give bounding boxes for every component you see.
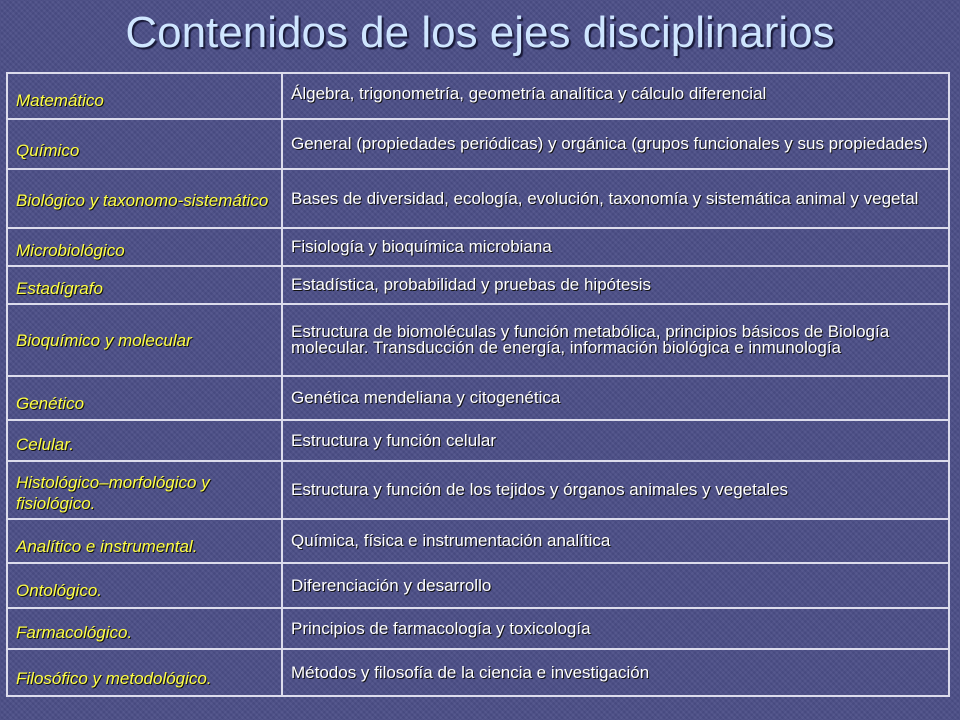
- axis-label: Microbiológico: [16, 240, 125, 260]
- axis-label: Genético: [16, 393, 85, 413]
- table-row: [7, 304, 949, 376]
- axis-label: Farmacológico.: [16, 623, 133, 642]
- axis-cell: [7, 420, 282, 461]
- axis-cell: [7, 608, 282, 649]
- axis-cell: [7, 519, 282, 563]
- table-row: [7, 169, 949, 228]
- content-cell: Álgebra, trigonometría, geometría analítica y cálculo diferencial: [282, 73, 949, 119]
- content-cell: Estructura y función celular: [282, 420, 949, 461]
- axis-cell: [7, 563, 282, 608]
- table-row: [7, 73, 949, 119]
- table-row: [7, 519, 949, 563]
- axis-label: Ontológico.: [16, 581, 102, 600]
- content-cell: Diferenciación y desarrollo: [282, 563, 949, 608]
- axis-label: Biológico y taxonomo-sistemático: [16, 191, 269, 210]
- axis-label: Bioquímico y molecular: [16, 330, 192, 350]
- axis-cell: [7, 461, 282, 519]
- axis-cell: [7, 228, 282, 266]
- axis-cell: [7, 304, 282, 376]
- content-cell: Principios de farmacología y toxicología: [282, 608, 949, 649]
- disciplinary-axes-table: [6, 72, 950, 697]
- content-cell: Métodos y filosofía de la ciencia e investigación: [282, 649, 949, 696]
- table-row: [7, 649, 949, 696]
- content-cell: General (propiedades periódicas) y orgánica (grupos funcionales y sus propiedades): [282, 119, 949, 169]
- slide-title: Contenidos de los ejes disciplinarios: [125, 8, 835, 57]
- table-row: [7, 563, 949, 608]
- content-cell: Estadística, probabilidad y pruebas de hipótesis: [282, 266, 949, 304]
- axis-cell: [7, 376, 282, 420]
- table-row: [7, 420, 949, 461]
- table-row: [7, 228, 949, 266]
- axis-cell: [7, 119, 282, 169]
- axis-cell: [7, 649, 282, 696]
- table-row: [7, 376, 949, 420]
- content-cell: Estructura de biomoléculas y función metabólica, principios básicos de Biología molecular. Transducción de energía, información biológica e inmunología: [282, 304, 949, 376]
- axis-label: Histológico–morfológico y fisiológico.: [16, 473, 210, 513]
- table-row: [7, 266, 949, 304]
- table-row: [7, 119, 949, 169]
- content-cell: Fisiología y bioquímica microbiana: [282, 228, 949, 266]
- axis-cell: [7, 266, 282, 304]
- content-cell: Bases de diversidad, ecología, evolución, taxonomía y sistemática animal y vegetal: [282, 169, 949, 228]
- content-cell: Estructura y función de los tejidos y órganos animales y vegetales: [282, 461, 949, 519]
- axis-label: Analítico e instrumental.: [16, 536, 198, 556]
- axis-label: Filosófico y metodológico.: [16, 669, 212, 688]
- axis-label: Estadígrafo: [16, 278, 103, 298]
- axis-label: Químico: [16, 140, 80, 160]
- content-cell: Química, física e instrumentación analítica: [282, 519, 949, 563]
- content-cell: Genética mendeliana y citogenética: [282, 376, 949, 420]
- axis-label: Matemático: [16, 90, 104, 110]
- axis-cell: [7, 73, 282, 119]
- axis-label: Celular.: [16, 435, 74, 454]
- table-row: [7, 608, 949, 649]
- axis-cell: [7, 169, 282, 228]
- table-row: [7, 461, 949, 519]
